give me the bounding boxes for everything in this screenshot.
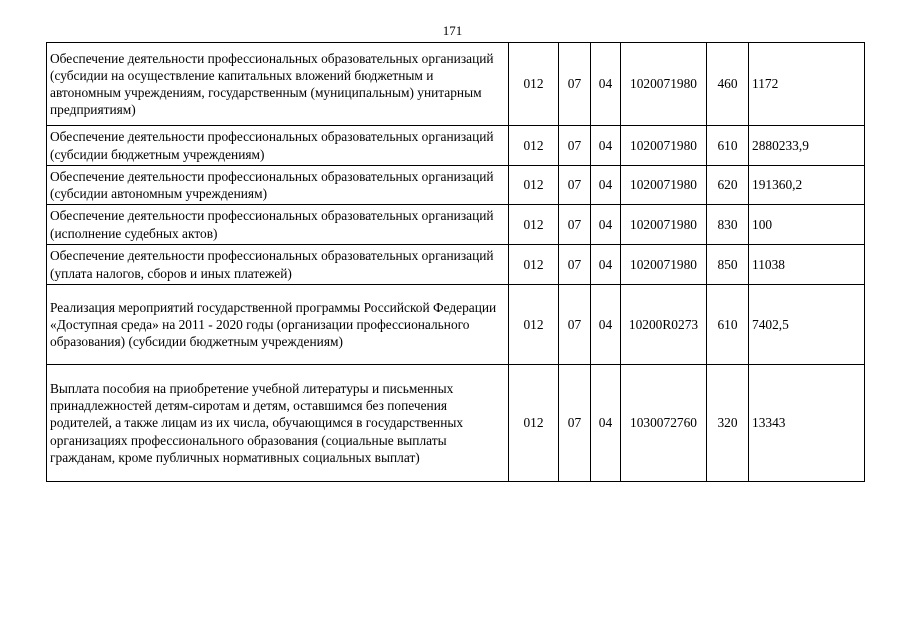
ministry-code: 012: [509, 43, 559, 126]
target-article-code: 1020071980: [621, 245, 707, 285]
section-code: 07: [559, 205, 591, 245]
target-article-code: 1020071980: [621, 205, 707, 245]
expense-type-code: 850: [707, 245, 749, 285]
budget-table: [46, 42, 865, 482]
expense-type-code: 320: [707, 365, 749, 482]
table-row: [47, 365, 865, 482]
subsection-code: 04: [591, 365, 621, 482]
table-row: [47, 245, 865, 285]
expense-type-code: 830: [707, 205, 749, 245]
table-row: [47, 285, 865, 365]
amount: 100: [749, 205, 865, 245]
ministry-code: 012: [509, 166, 559, 205]
row-description: Обеспечение деятельности профессиональных образовательных организаций (субсидии бюджетным учреждениям): [47, 126, 509, 166]
section-code: 07: [559, 365, 591, 482]
section-code: 07: [559, 126, 591, 166]
page-number: 171: [442, 23, 463, 38]
section-code: 07: [559, 166, 591, 205]
table-row: [47, 166, 865, 205]
section-code: 07: [559, 43, 591, 126]
ministry-code: 012: [509, 365, 559, 482]
amount: 7402,5: [749, 285, 865, 365]
amount: 13343: [749, 365, 865, 482]
ministry-code: 012: [509, 285, 559, 365]
target-article-code: 10200R0273: [621, 285, 707, 365]
amount: 1172: [749, 43, 865, 126]
expense-type-code: 460: [707, 43, 749, 126]
row-description: Обеспечение деятельности профессиональных образовательных организаций (субсидии на осуществление капитальных вложений бюджетным и автономным учреждениям, государственным (муниципальным) унитарным предприятиям): [47, 43, 509, 126]
table-row: [47, 126, 865, 166]
ministry-code: 012: [509, 126, 559, 166]
subsection-code: 04: [591, 205, 621, 245]
subsection-code: 04: [591, 43, 621, 126]
subsection-code: 04: [591, 245, 621, 285]
expense-type-code: 620: [707, 166, 749, 205]
ministry-code: 012: [509, 245, 559, 285]
table-row: [47, 205, 865, 245]
amount: 2880233,9: [749, 126, 865, 166]
section-code: 07: [559, 245, 591, 285]
target-article-code: 1020071980: [621, 166, 707, 205]
table-row: [47, 43, 865, 126]
amount: 11038: [749, 245, 865, 285]
row-description: Обеспечение деятельности профессиональных образовательных организаций (уплата налогов, сборов и иных платежей): [47, 245, 509, 285]
amount: 191360,2: [749, 166, 865, 205]
subsection-code: 04: [591, 126, 621, 166]
target-article-code: 1030072760: [621, 365, 707, 482]
target-article-code: 1020071980: [621, 126, 707, 166]
expense-type-code: 610: [707, 126, 749, 166]
subsection-code: 04: [591, 166, 621, 205]
target-article-code: 1020071980: [621, 43, 707, 126]
row-description: Обеспечение деятельности профессиональных образовательных организаций (субсидии автономным учреждениям): [47, 166, 509, 205]
expense-type-code: 610: [707, 285, 749, 365]
row-description: Реализация мероприятий государственной программы Российской Федерации «Доступная среда» на 2011 - 2020 годы (организации профессионального образования) (субсидии бюджетным учреждениям): [47, 285, 509, 365]
section-code: 07: [559, 285, 591, 365]
row-description: Обеспечение деятельности профессиональных образовательных организаций (исполнение судебных актов): [47, 205, 509, 245]
subsection-code: 04: [591, 285, 621, 365]
row-description: Выплата пособия на приобретение учебной литературы и письменных принадлежностей детям-сиротам и детям, оставшимся без попечения родителей, а также лицам из их числа, обучающимся в государственных организациях профессионального образования (социальные выплаты гражданам, кроме публичных нормативных социальных выплат): [47, 365, 509, 482]
ministry-code: 012: [509, 205, 559, 245]
